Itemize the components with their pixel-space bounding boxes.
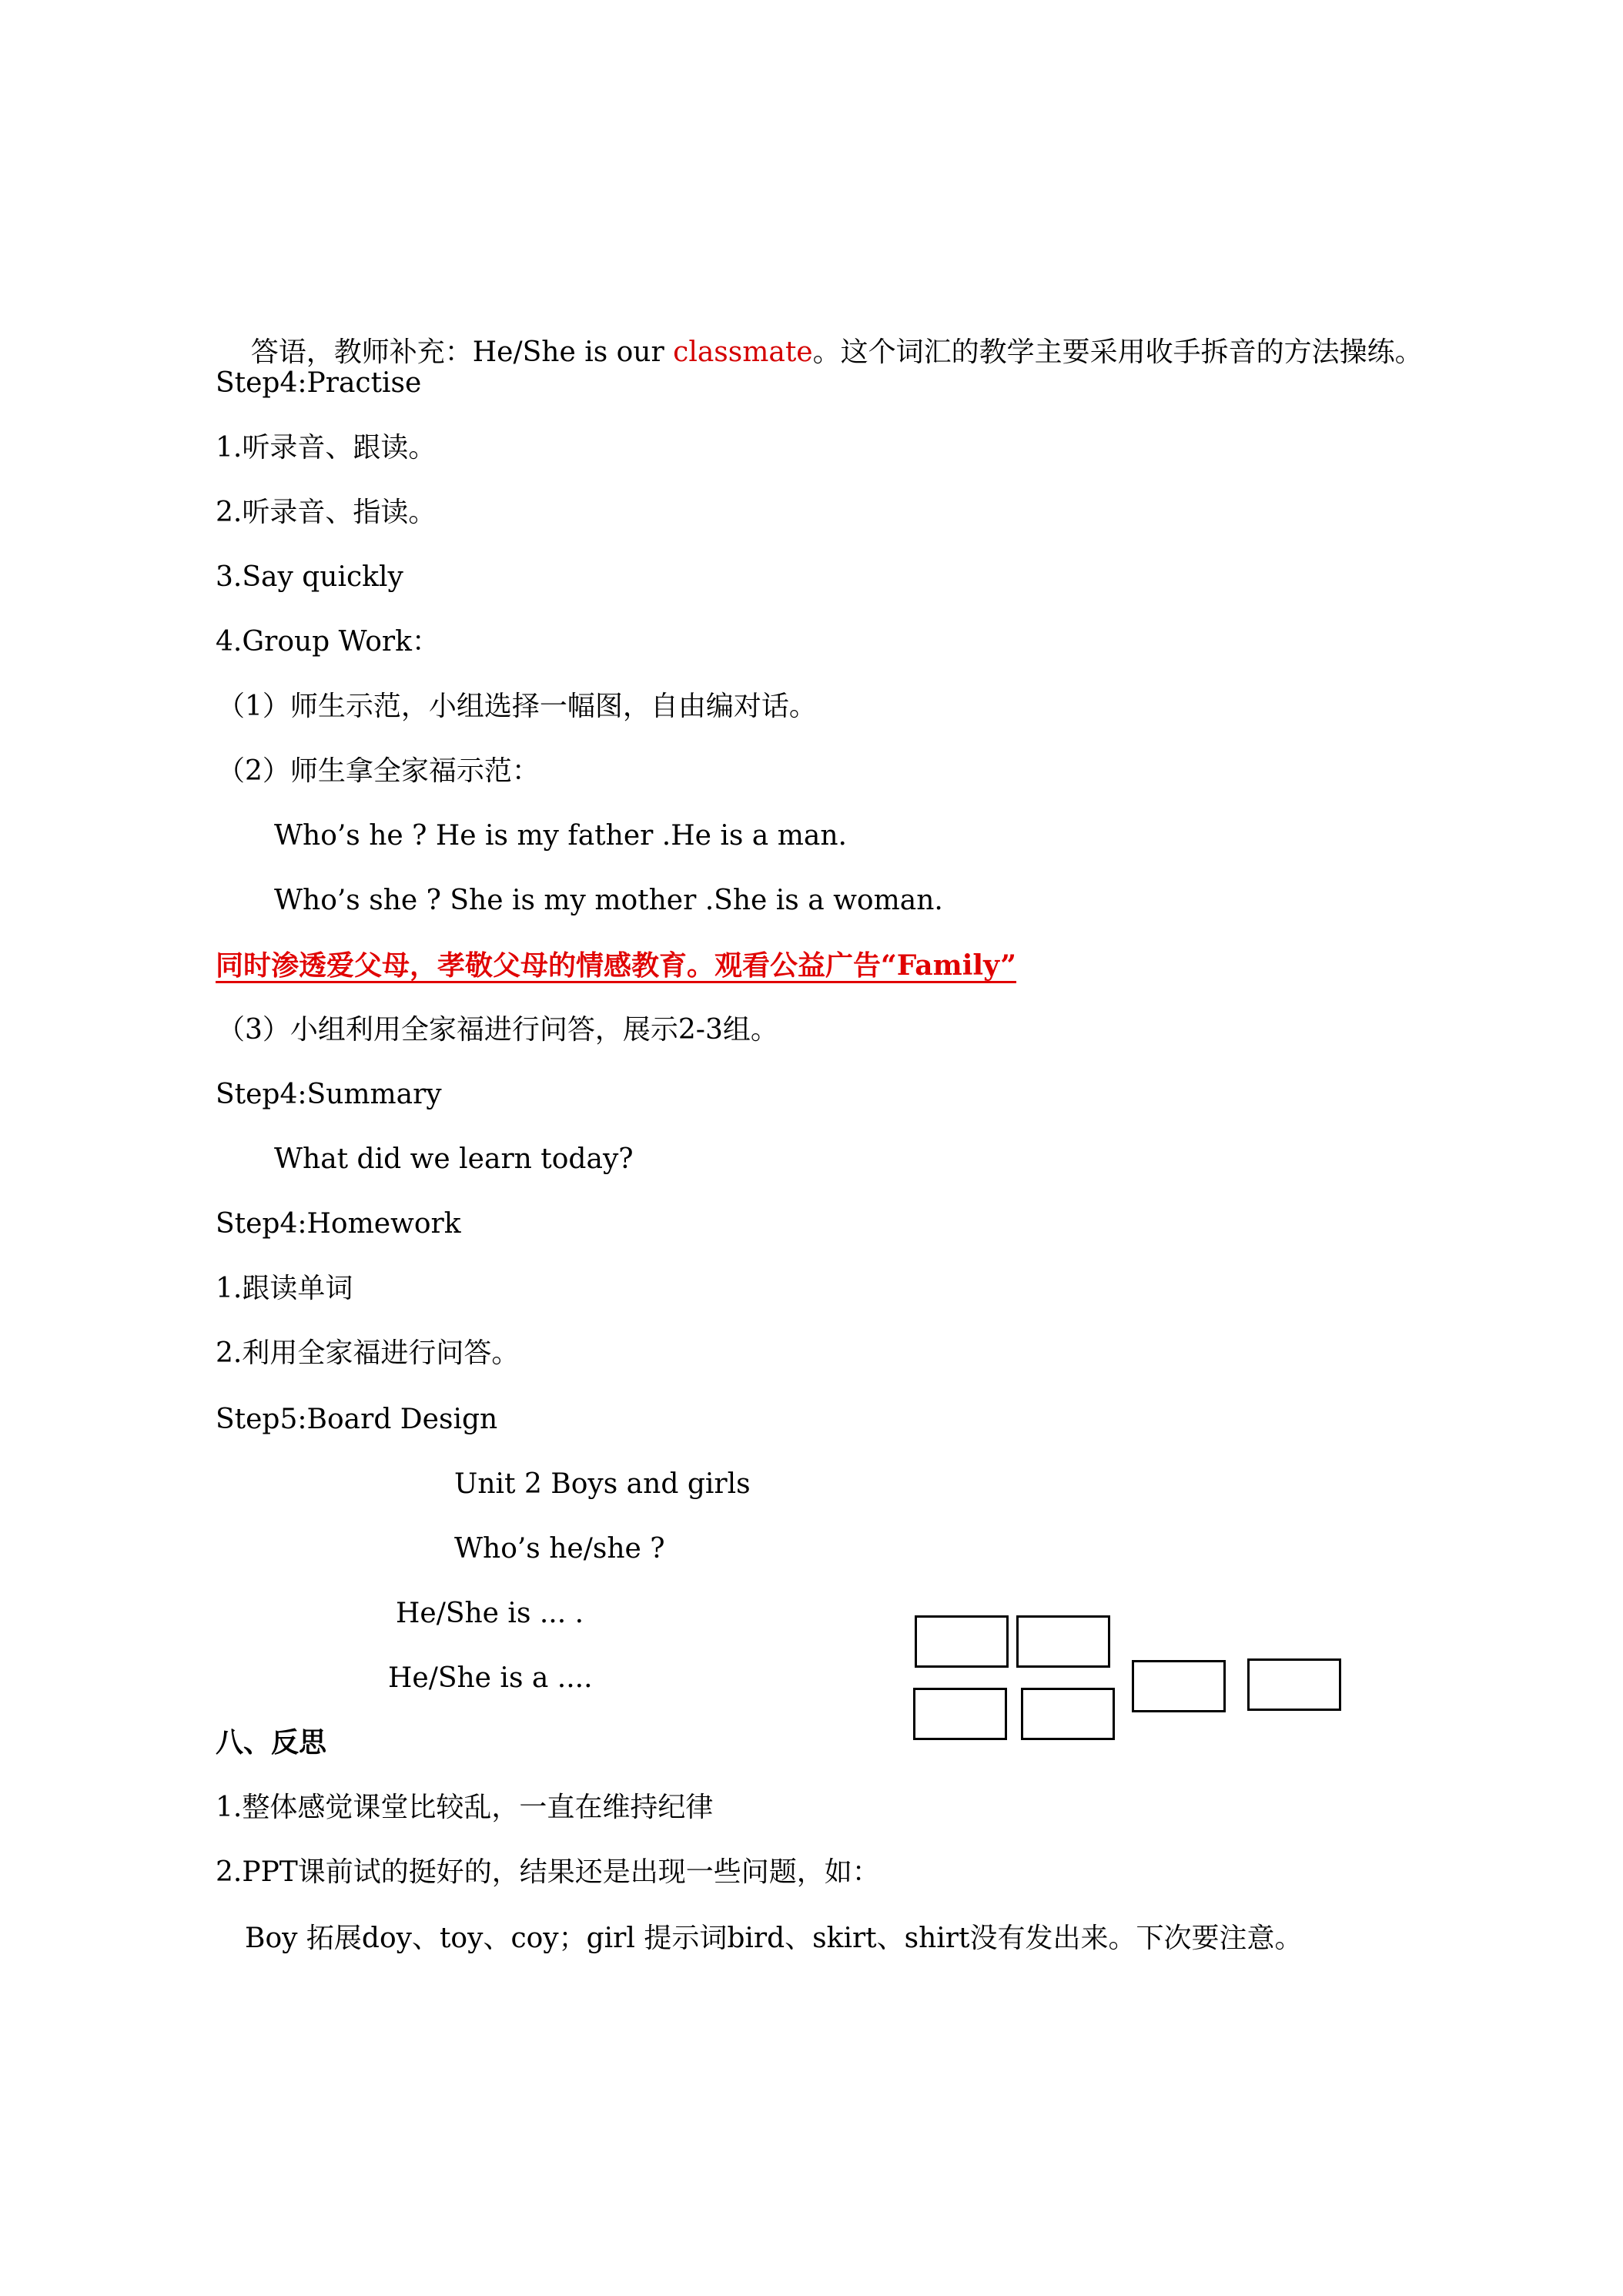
text-method: 。这个词汇的教学主要采用收手拆音的方法操练。 — [812, 336, 1423, 368]
heading-reflection: 八、反思 — [216, 1727, 327, 1759]
heading-summary: Step4:Summary — [216, 1079, 442, 1110]
board-picture-frame — [1132, 1660, 1226, 1712]
reflection-detail: Boy 拓展doy、toy、coy；girl 提示词bird、skirt、shirt没有发出来。下次要注意。 — [245, 1923, 1303, 1954]
board-question: Who’s he/she ? — [454, 1533, 665, 1565]
board-picture-frame — [1021, 1688, 1115, 1740]
board-picture-frame — [1016, 1615, 1110, 1668]
list-item-say-quickly: 3.Say quickly — [216, 561, 403, 593]
board-answer-1: He/She is ... . — [396, 1598, 584, 1629]
dialogue-she: Who’s she ? She is my mother .She is a woman. — [274, 885, 943, 916]
sub-item-3: （3）小组利用全家福进行问答，展示2-3组。 — [217, 1014, 778, 1046]
sub-item-1: （1）师生示范，小组选择一幅图，自由编对话。 — [217, 691, 817, 722]
heading-homework: Step4:Homework — [216, 1208, 461, 1240]
list-item-listen-point: 2.听录音、指读。 — [216, 497, 437, 528]
reflection-item-1: 1.整体感觉课堂比较乱，一直在维持纪律 — [216, 1792, 714, 1823]
summary-question: What did we learn today? — [274, 1143, 634, 1175]
board-picture-frame — [1247, 1658, 1341, 1711]
homework-item-2: 2.利用全家福进行问答。 — [216, 1337, 520, 1369]
board-picture-frame — [915, 1615, 1009, 1668]
emotion-education-note: 同时渗透爱父母，孝敬父母的情感教育。观看公益广告“Family” — [216, 949, 1017, 982]
list-item-group-work: 4.Group Work： — [216, 626, 440, 658]
highlight-classmate: classmate — [673, 336, 813, 368]
board-picture-frame — [913, 1688, 1007, 1740]
board-answer-2: He/She is a .... — [388, 1662, 593, 1694]
heading-board-design: Step5:Board Design — [216, 1404, 498, 1435]
board-title: Unit 2 Boys and girls — [454, 1468, 751, 1500]
heading-practise: Step4:Practise — [216, 367, 422, 399]
sub-item-2: （2）师生拿全家福示范： — [217, 755, 540, 787]
list-item-listen-follow: 1.听录音、跟读。 — [216, 432, 437, 464]
homework-item-1: 1.跟读单词 — [216, 1273, 353, 1304]
dialogue-he: Who’s he ? He is my father .He is a man. — [274, 820, 847, 852]
text-answer-supplement: 答语，教师补充：He/She is our — [250, 336, 674, 368]
reflection-item-2: 2.PPT课前试的挺好的，结果还是出现一些问题，如： — [216, 1856, 880, 1888]
